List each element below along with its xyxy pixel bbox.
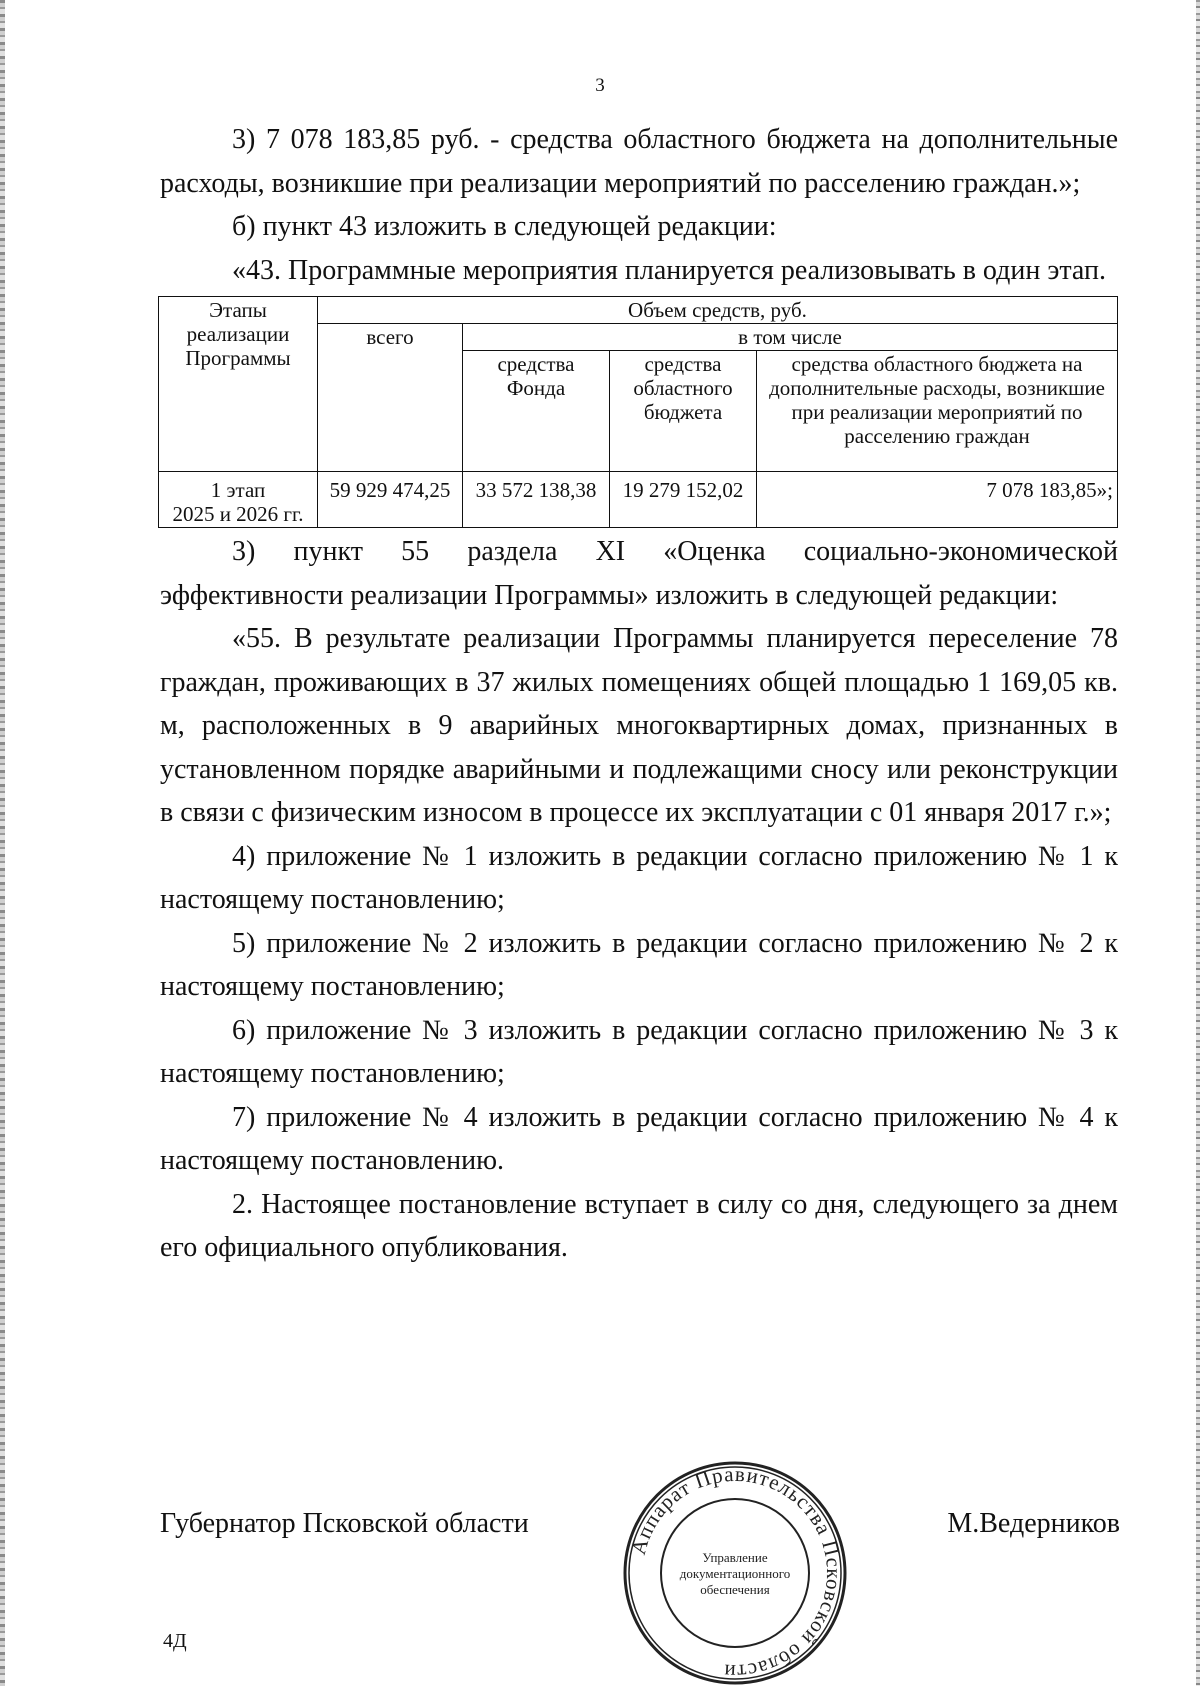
paragraph-appendix-1: 4) приложение № 1 изложить в редакции согласно приложению № 1 к настоящему постановлению; <box>160 840 1118 915</box>
header-volume: Объем средств, руб. <box>318 297 1118 324</box>
seal-inner-line-2: документационного <box>679 1566 791 1581</box>
cell-regional: 19 279 152,02 <box>610 472 757 528</box>
table-row <box>159 472 1118 528</box>
seal-outer-text: Аппарат Правительства Псковской области <box>625 1461 847 1685</box>
seal-inner-line-3: обеспечения <box>700 1582 770 1597</box>
scan-edge-right <box>1196 0 1200 1686</box>
header-total: всего <box>318 324 463 472</box>
signer-name: М.Ведерников <box>947 1508 1120 1539</box>
cell-stage-name: 1 этап <box>210 478 266 502</box>
header-stages: Этапы реализации Программы <box>159 297 318 472</box>
scan-edge-left <box>0 0 5 1686</box>
header-regional-budget: средства областного бюджета <box>610 351 757 472</box>
official-seal-stamp <box>620 1458 850 1688</box>
funding-stages-table <box>158 296 1118 528</box>
paragraph-effective-date: 2. Настоящее постановление вступает в силу со дня, следующего за днем его официального опубликования. <box>160 1188 1118 1263</box>
cell-regional-extra: 7 078 183,85»; <box>757 472 1118 528</box>
cell-stage <box>159 472 318 528</box>
paragraph-budget-extra: 3) 7 078 183,85 руб. - средства областного бюджета на дополнительные расходы, возникшие при реализации мероприятий по расселению граждан.»; <box>160 124 1118 199</box>
paragraph-appendix-2: 5) приложение № 2 изложить в редакции согласно приложению № 2 к настоящему постановлению; <box>160 927 1118 1002</box>
paragraph-appendix-4: 7) приложение № 4 изложить в редакции согласно приложению № 4 к настоящему постановлению. <box>160 1101 1118 1176</box>
header-including: в том числе <box>463 324 1118 351</box>
cell-fund: 33 572 138,38 <box>463 472 610 528</box>
page-number: 3 <box>595 75 605 96</box>
signer-position: Губернатор Псковской области <box>160 1508 529 1539</box>
paragraph-item-55: «55. В результате реализации Программы планируется переселение 78 граждан, проживающих в 37 жилых помещениях общей площадью 1 169,05 кв. м, расположенных в 9 аварийных многоквартирных домах, признанных в установленном порядке аварийными и подлежащими сносу или реконструкции в связи с физическим износом в процессе их эксплуатации с 01 января 2017 г.»; <box>160 623 1118 828</box>
header-regional-extra: средства областного бюджета на дополнительные расходы, возникшие при реализации мероприятий по расселению граждан <box>757 351 1118 472</box>
paragraph-appendix-3: 6) приложение № 3 изложить в редакции согласно приложению № 3 к настоящему постановлению; <box>160 1014 1118 1089</box>
paragraph-item-55-intro: 3) пункт 55 раздела XI «Оценка социально-экономической эффективности реализации Программы» изложить в следующей редакции: <box>160 536 1118 611</box>
paragraph-item-43: «43. Программные мероприятия планируется реализовывать в один этап. <box>232 254 1106 286</box>
paragraph-item-43-intro: б) пункт 43 изложить в следующей редакции: <box>232 211 777 242</box>
header-fund: средства Фонда <box>463 351 610 472</box>
cell-total: 59 929 474,25 <box>318 472 463 528</box>
seal-inner-line-1: Управление <box>702 1550 768 1565</box>
cell-stage-years: 2025 и 2026 гг. <box>172 502 304 526</box>
document-code: 4Д <box>163 1630 187 1652</box>
document-body <box>160 118 1118 1270</box>
